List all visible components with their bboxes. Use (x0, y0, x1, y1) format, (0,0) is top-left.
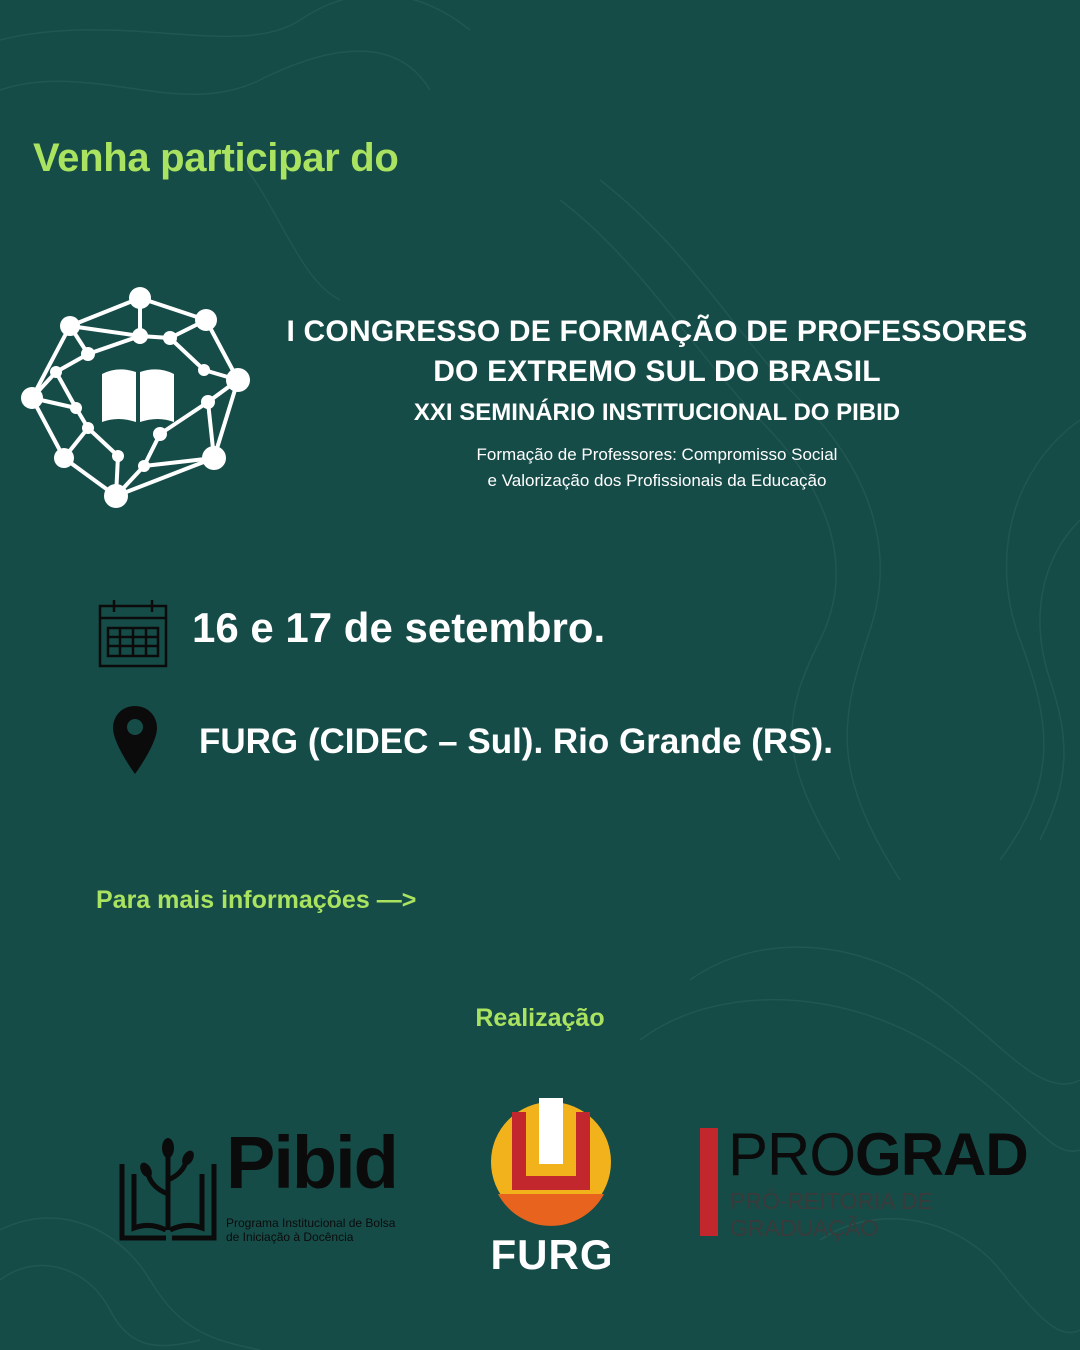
calendar-icon (98, 598, 170, 670)
prograd-description-line-2: GRADUAÇÃO (730, 1215, 879, 1241)
congress-network-book-logo (18, 282, 254, 514)
pibid-book-plant-icon (116, 1134, 220, 1244)
pibid-logo (116, 1121, 416, 1246)
event-location: FURG (CIDEC – Sul). Rio Grande (RS). (199, 722, 833, 761)
prograd-name (728, 1120, 1028, 1189)
prograd-name-light: PRO (728, 1121, 856, 1188)
more-info-link[interactable]: Para mais informações —> (96, 886, 417, 914)
prograd-description (730, 1188, 1030, 1242)
event-title-line-2: DO EXTREMO SUL DO BRASIL (433, 355, 881, 388)
prograd-description-line-1: PRÓ-REITORIA DE (730, 1188, 933, 1214)
pibid-description (226, 1216, 426, 1244)
furg-name: FURG (490, 1231, 614, 1278)
event-subtitle: XXI SEMINÁRIO INSTITUCIONAL DO PIBID (413, 399, 901, 426)
prograd-logo (700, 1122, 1030, 1240)
pibid-description-line-2: de Iniciação à Docência (226, 1230, 354, 1244)
pibid-name: Pibid (226, 1121, 397, 1204)
intro-heading: Venha participar do (33, 136, 399, 180)
organizers-heading: Realização (475, 1004, 605, 1032)
event-theme (262, 442, 1052, 494)
furg-emblem-icon (490, 1098, 612, 1228)
event-title-line-1: I CONGRESSO DE FORMAÇÃO DE PROFESSORES (286, 315, 1028, 348)
prograd-name-bold: GRAD (855, 1121, 1028, 1188)
pibid-description-line-1: Programa Institucional de Bolsa (226, 1216, 396, 1230)
furg-logo (487, 1098, 617, 1288)
prograd-red-bar (700, 1128, 718, 1236)
event-theme-line-1: Formação de Professores: Compromisso Social (476, 445, 838, 464)
map-pin-icon (110, 704, 160, 776)
event-date: 16 e 17 de setembro. (192, 604, 606, 651)
event-theme-line-2: e Valorização dos Profissionais da Educação (487, 471, 827, 490)
event-title-block (262, 312, 1052, 494)
